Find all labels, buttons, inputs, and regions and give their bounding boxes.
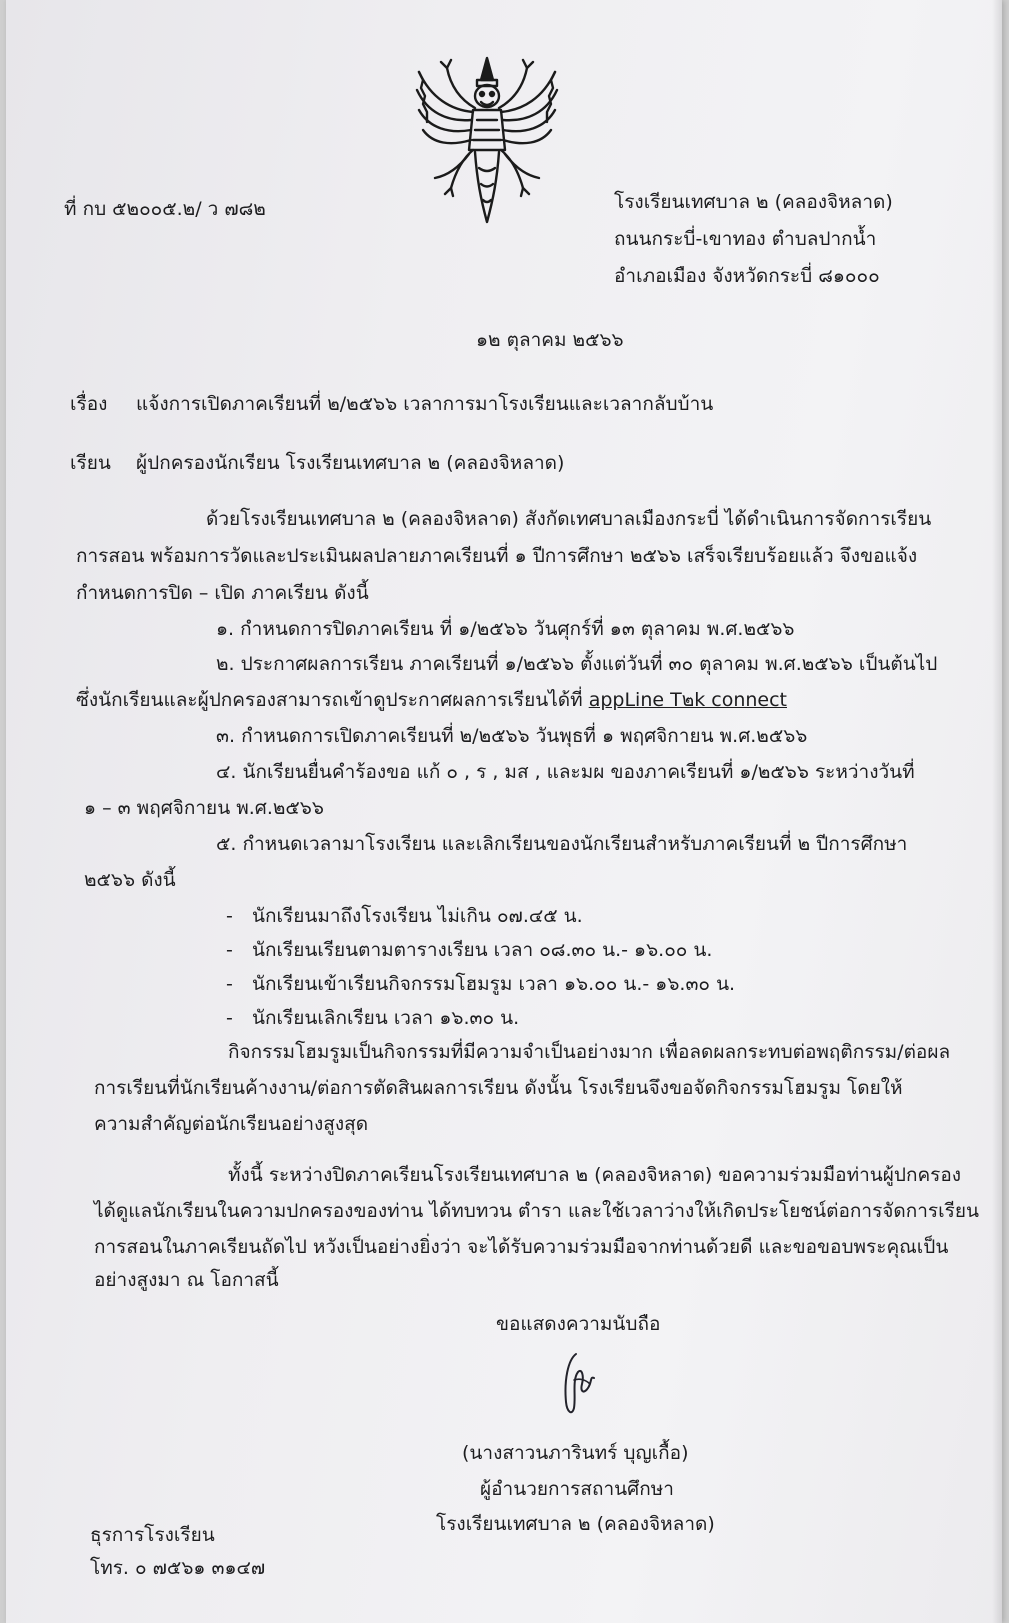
subject-label: เรื่อง [70,393,108,415]
intro-line-1: ด้วยโรงเรียนเทศบาล ๒ (คลองจิหลาด) สังกัดเทศบาลเมืองกระบี่ ได้ดำเนินการจัดการเรียน [206,508,932,530]
page-edge-shadow [992,0,1002,1623]
homeroom-line-1: กิจกรรมโฮมรูมเป็นกิจกรรมที่มีความจำเป็นอย่างมาก เพื่อลดผลกระทบต่อพฤติกรรม/ต่อผล [228,1041,951,1063]
homeroom-line-3: ความสำคัญต่อนักเรียนอย่างสูงสุด [94,1113,369,1135]
item-3: ๓. กำหนดการเปิดภาคเรียนที่ ๒/๒๕๖๖ วันพุธที่ ๑ พฤศจิกายน พ.ศ.๒๕๖๖ [216,725,808,747]
bullet-mark: - [226,939,233,961]
item-4-line-1: ๔. นักเรียนยื่นคำร้องขอ แก้ ๐ , ร , มส , และมผ ของภาคเรียนที่ ๑/๒๕๖๖ ระหว่างวันที่ [216,761,915,783]
closing-line-4: อย่างสูงมา ณ โอกาสนี้ [94,1269,279,1291]
school-name-header: โรงเรียนเทศบาล ๒ (คลองจิหลาด) [614,191,893,213]
item-1: ๑. กำหนดการปิดภาคเรียน ที่ ๑/๒๕๖๖ วันศุกร์ที่ ๑๓ ตุลาคม พ.ศ.๒๕๖๖ [216,618,795,640]
office-phone: โทร. ๐ ๗๕๖๑ ๓๑๔๗ [90,1557,266,1579]
bullet-mark: - [226,905,233,927]
bullet-item: นักเรียนเรียนตามตารางเรียน เวลา ๐๘.๓๐ น.- ๑๖.๐๐ น. [252,939,713,961]
bullet-mark: - [226,973,233,995]
signatory-organization: โรงเรียนเทศบาล ๒ (คลองจิหลาด) [436,1513,715,1535]
item-2-line-2 [76,688,787,712]
intro-line-2: การสอน พร้อมการวัดและประเมินผลปลายภาคเรียนที่ ๑ ปีการศึกษา ๒๕๖๖ เสร็จเรียบร้อยแล้ว จึงขอแจ้ง [76,545,918,567]
address-line-2: อำเภอเมือง จังหวัดกระบี่ ๘๑๐๐๐ [614,265,880,287]
intro-line-3: กำหนดการปิด – เปิด ภาคเรียน ดังนี้ [76,582,369,604]
letter-page [6,0,1002,1623]
bullet-item: นักเรียนมาถึงโรงเรียน ไม่เกิน ๐๗.๔๕ น. [252,905,583,927]
signatory-position: ผู้อำนวยการสถานศึกษา [480,1478,674,1500]
item-5-line-2: ๒๕๖๖ ดังนี้ [84,869,176,891]
closing-line-1: ทั้งนี้ ระหว่างปิดภาคเรียนโรงเรียนเทศบาล ๒ (คลองจิหลาด) ขอความร่วมมือท่านผู้ปกครอง [228,1164,962,1186]
handwritten-signature [554,1350,598,1422]
office-label: ธุรการโรงเรียน [90,1524,215,1546]
item-5-line-1: ๕. กำหนดเวลามาโรงเรียน และเลิกเรียนของนักเรียนสำหรับภาคเรียนที่ ๒ ปีการศึกษา [216,833,908,855]
item-4-line-2: ๑ – ๓ พฤศจิกายน พ.ศ.๒๕๖๖ [84,797,324,819]
recipient-text: ผู้ปกครองนักเรียน โรงเรียนเทศบาล ๒ (คลองจิหลาด) [136,452,565,474]
appline-link[interactable]: appLine T๒k connect [588,689,787,711]
letter-date: ๑๒ ตุลาคม ๒๕๖๖ [476,329,624,351]
subject-text: แจ้งการเปิดภาคเรียนที่ ๒/๒๕๖๖ เวลาการมาโรงเรียนและเวลากลับบ้าน [136,393,714,415]
bullet-item: นักเรียนเข้าเรียนกิจกรรมโฮมรูม เวลา ๑๖.๐๐ น.- ๑๖.๓๐ น. [252,973,736,995]
closing-line-3: การสอนในภาคเรียนถัดไป หวังเป็นอย่างยิ่งว่า จะได้รับความร่วมมือจากท่านด้วยดี และขอขอบพระคุณเป็น [94,1236,949,1258]
bullet-item: นักเรียนเลิกเรียน เวลา ๑๖.๓๐ น. [252,1007,520,1029]
address-line-1: ถนนกระบี่-เขาทอง ตำบลปากน้ำ [614,228,877,250]
bullet-mark: - [226,1007,233,1029]
closing-line-2: ได้ดูแลนักเรียนในความปกครองของท่าน ได้ทบทวน ตำรา และใช้เวลาว่างให้เกิดประโยชน์ต่อการจัดการเรียน [94,1200,979,1222]
homeroom-line-2: การเรียนที่นักเรียนค้างงาน/ต่อการตัดสินผลการเรียน ดังนั้น โรงเรียนจึงขอจัดกิจกรรมโฮมรูม โดยให้ [94,1077,903,1099]
reference-number: ที่ กบ ๕๒๐๐๕.๒/ ว ๗๘๒ [64,198,266,220]
regards-text: ขอแสดงความนับถือ [496,1313,661,1335]
item-2-text: ซึ่งนักเรียนและผู้ปกครองสามารถเข้าดูประกาศผลการเรียนได้ที่ [76,689,583,711]
recipient-label: เรียน [70,452,111,474]
garuda-emblem-icon [411,50,563,228]
item-2-line-1: ๒. ประกาศผลการเรียน ภาคเรียนที่ ๑/๒๕๖๖ ตั้งแต่วันที่ ๓๐ ตุลาคม พ.ศ.๒๕๖๖ เป็นต้นไป [216,653,938,675]
signatory-name: (นางสาวนภารินทร์ บุญเกื้อ) [462,1442,689,1464]
